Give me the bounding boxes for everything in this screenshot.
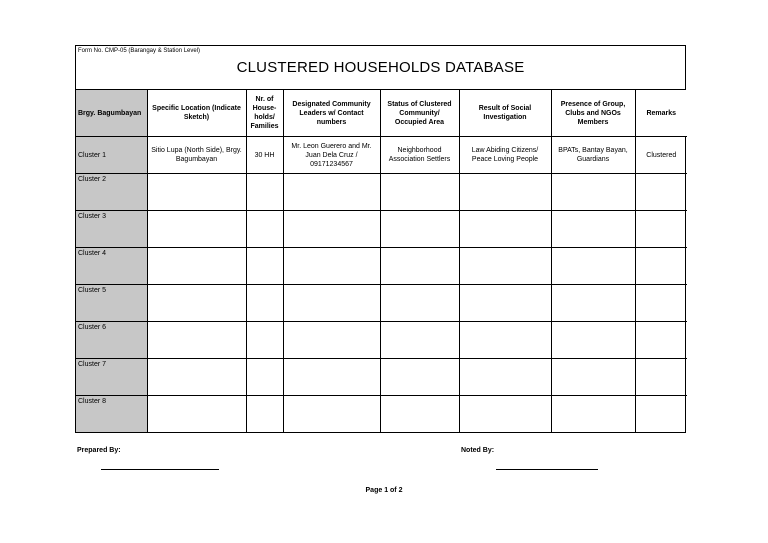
table-row	[76, 137, 687, 174]
groups-cell	[551, 211, 635, 248]
remarks-cell	[635, 211, 687, 248]
remarks-cell	[635, 285, 687, 322]
table-header-row	[76, 90, 687, 137]
column-header-location: Specific Location (Indicate Sketch)	[147, 90, 246, 137]
investigation-cell	[459, 248, 551, 285]
investigation-cell	[459, 396, 551, 433]
cluster-cell: Cluster 5	[76, 285, 147, 322]
remarks-cell	[635, 396, 687, 433]
page-number: Page 1 of 2	[365, 487, 403, 494]
column-header-status: Status of Clustered Community/ Occupied Area	[380, 90, 459, 137]
table-row	[76, 322, 687, 359]
table-row	[76, 211, 687, 248]
status-cell	[380, 359, 459, 396]
leaders-cell: Mr. Leon Guerero and Mr. Juan Dela Cruz / 09171234567	[283, 137, 380, 174]
cluster-cell: Cluster 8	[76, 396, 147, 433]
form-sheet	[75, 45, 686, 433]
groups-cell: BPATs, Bantay Bayan, Guardians	[551, 137, 635, 174]
location-cell	[147, 174, 246, 211]
table-row	[76, 359, 687, 396]
location-cell	[147, 396, 246, 433]
remarks-cell: Clustered	[635, 137, 687, 174]
noted-by-signature-line	[496, 469, 598, 470]
cluster-cell: Cluster 4	[76, 248, 147, 285]
leaders-cell	[283, 285, 380, 322]
groups-cell	[551, 285, 635, 322]
groups-cell	[551, 396, 635, 433]
investigation-cell	[459, 211, 551, 248]
column-header-groups: Presence of Group, Clubs and NGOs Members	[551, 90, 635, 137]
households-table	[76, 90, 687, 432]
investigation-cell	[459, 174, 551, 211]
status-cell: Neighborhood Association Settlers	[380, 137, 459, 174]
households-cell	[246, 285, 283, 322]
leaders-cell	[283, 248, 380, 285]
status-cell	[380, 174, 459, 211]
remarks-cell	[635, 248, 687, 285]
cluster-cell: Cluster 7	[76, 359, 147, 396]
column-header-remarks: Remarks	[635, 90, 687, 137]
cluster-cell: Cluster 2	[76, 174, 147, 211]
households-cell	[246, 211, 283, 248]
investigation-cell	[459, 285, 551, 322]
status-cell	[380, 285, 459, 322]
leaders-cell	[283, 359, 380, 396]
cluster-cell: Cluster 3	[76, 211, 147, 248]
column-header-leaders: Designated Community Leaders w/ Contact numbers	[283, 90, 380, 137]
leaders-cell	[283, 174, 380, 211]
status-cell	[380, 322, 459, 359]
table-row	[76, 174, 687, 211]
remarks-cell	[635, 359, 687, 396]
table-row	[76, 248, 687, 285]
status-cell	[380, 396, 459, 433]
households-cell: 30 HH	[246, 137, 283, 174]
prepared-by-label: Prepared By:	[77, 447, 121, 454]
page-title: CLUSTERED HOUSEHOLDS DATABASE	[76, 55, 685, 90]
table-row	[76, 396, 687, 433]
leaders-cell	[283, 211, 380, 248]
groups-cell	[551, 322, 635, 359]
remarks-cell	[635, 174, 687, 211]
location-cell	[147, 248, 246, 285]
column-header-investigation: Result of Social Investigation	[459, 90, 551, 137]
leaders-cell	[283, 322, 380, 359]
groups-cell	[551, 359, 635, 396]
remarks-cell	[635, 322, 687, 359]
households-cell	[246, 248, 283, 285]
leaders-cell	[283, 396, 380, 433]
column-header-households: Nr. of House-holds/ Families	[246, 90, 283, 137]
form-number: Form No. CMP-05 (Barangay & Station Level)	[78, 48, 201, 54]
status-cell	[380, 248, 459, 285]
location-cell	[147, 211, 246, 248]
status-cell	[380, 211, 459, 248]
households-cell	[246, 322, 283, 359]
groups-cell	[551, 248, 635, 285]
prepared-by-signature-line	[101, 469, 219, 470]
cluster-cell: Cluster 6	[76, 322, 147, 359]
location-cell	[147, 322, 246, 359]
groups-cell	[551, 174, 635, 211]
investigation-cell: Law Abiding Citizens/ Peace Loving People	[459, 137, 551, 174]
households-cell	[246, 396, 283, 433]
investigation-cell	[459, 322, 551, 359]
location-cell: Sitio Lupa (North Side), Brgy. Bagumbayan	[147, 137, 246, 174]
location-cell	[147, 359, 246, 396]
households-cell	[246, 359, 283, 396]
noted-by-label: Noted By:	[461, 447, 495, 454]
location-cell	[147, 285, 246, 322]
table-row	[76, 285, 687, 322]
column-header-barangay: Brgy. Bagumbayan	[76, 90, 147, 137]
cluster-cell: Cluster 1	[76, 137, 147, 174]
households-cell	[246, 174, 283, 211]
investigation-cell	[459, 359, 551, 396]
